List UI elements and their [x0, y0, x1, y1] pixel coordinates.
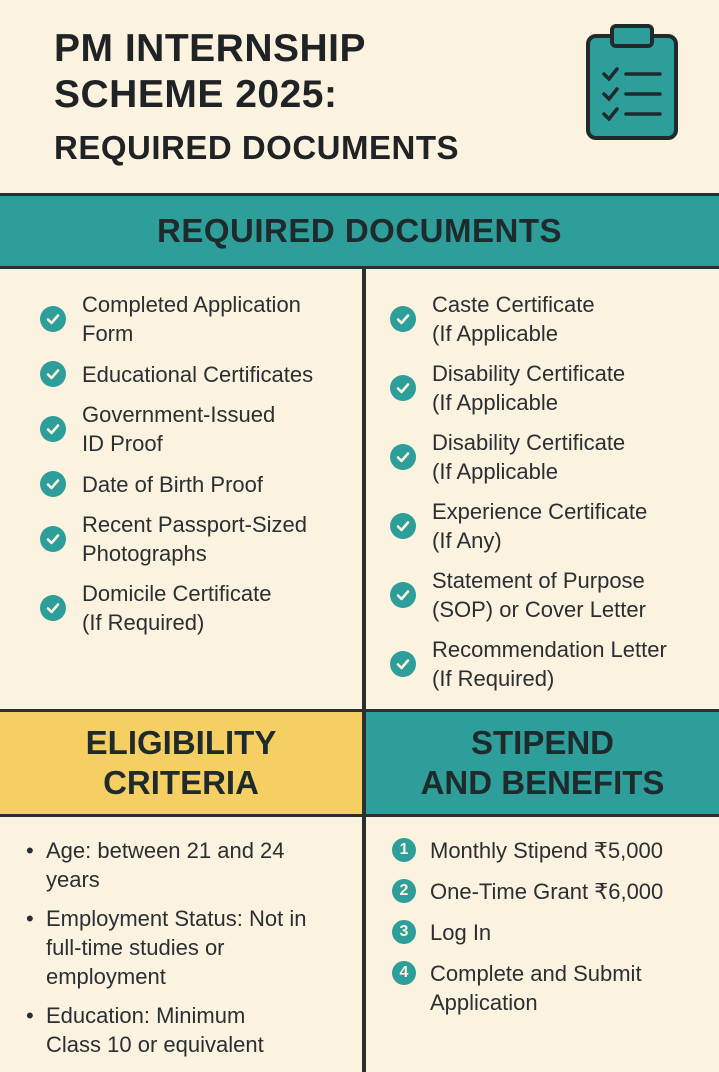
eligibility-heading [0, 712, 362, 814]
line-1: Caste Certificate [432, 292, 595, 317]
required-documents-heading: REQUIRED DOCUMENTS [0, 196, 719, 266]
list-item [40, 359, 358, 389]
list-item [392, 877, 712, 906]
list-item [40, 400, 358, 458]
documents-list-right [390, 290, 715, 704]
line-1: Domicile Certificate [82, 581, 272, 606]
number-badge: 2 [392, 879, 416, 903]
line-1: Date of Birth Proof [82, 471, 263, 497]
list-item-text [432, 428, 625, 486]
line-1: Completed Application [82, 292, 301, 317]
list-item-text [46, 904, 306, 991]
list-item [390, 497, 715, 555]
list-item-text [46, 1001, 264, 1059]
eligibility-list [26, 836, 352, 1069]
heading-line-1: STIPEND [470, 724, 615, 761]
check-circle-icon [390, 306, 416, 332]
line-1: Complete and Submit [430, 961, 642, 986]
line-1: Educational Certificates [82, 361, 314, 387]
line-1: Disability Certificate [432, 430, 626, 455]
list-item-text: One-Time Grant ₹6,000 [430, 879, 664, 904]
list-item-text [432, 290, 595, 348]
check-circle-icon [390, 582, 416, 608]
number-badge: 3 [392, 920, 416, 944]
line-1: Employment Status: Not in [46, 906, 307, 931]
list-item-text [82, 510, 307, 568]
list-item-text [432, 497, 647, 555]
line-2: (If Applicable [432, 321, 558, 346]
list-item [40, 290, 358, 348]
list-item-text: Monthly Stipend ₹5,000 [430, 838, 663, 863]
page-subtitle: REQUIRED DOCUMENTS [54, 129, 460, 166]
check-circle-icon [40, 471, 66, 497]
list-item [390, 359, 715, 417]
line-2: (If Required) [432, 666, 555, 691]
line-2: Form [82, 321, 134, 346]
number-badge: 1 [392, 838, 416, 862]
list-item-text [432, 635, 667, 693]
list-item [26, 904, 352, 991]
line-1: Experience Certificate [432, 499, 648, 524]
list-item [26, 836, 352, 894]
check-circle-icon [390, 513, 416, 539]
stipend-list [392, 836, 712, 1029]
line-1: Age: between 21 and 24 [46, 838, 285, 863]
line-2: Photographs [82, 541, 207, 566]
line-1: Recommendation Letter [432, 637, 667, 662]
line-2: Application [430, 990, 538, 1015]
list-item-text: Log In [430, 920, 492, 945]
list-item-text [46, 836, 285, 894]
list-item [40, 469, 358, 499]
list-item-text [432, 359, 625, 417]
heading-line-2: CRITERIA [103, 764, 259, 801]
line-2: years [46, 867, 100, 892]
list-item [392, 918, 712, 947]
line-1: Government-Issued [82, 402, 276, 427]
list-item-text [82, 579, 272, 637]
line-1: Recent Passport-Sized [82, 512, 307, 537]
heading-line-2: AND BENEFITS [420, 764, 665, 801]
list-item-text [82, 360, 313, 389]
list-item [390, 635, 715, 693]
line-2: ID Proof [82, 431, 163, 456]
bullet-icon: • [26, 906, 34, 931]
divider-bands-bottom [0, 814, 719, 817]
check-circle-icon [40, 416, 66, 442]
check-circle-icon [40, 526, 66, 552]
clipboard-checklist-icon [584, 24, 680, 142]
line-1: Disability Certificate [432, 361, 626, 386]
title-line-1: PM INTERNSHIP [54, 27, 367, 70]
list-item [390, 290, 715, 348]
list-item-text [82, 400, 275, 458]
heading-line-1: ELIGIBILITY [85, 724, 277, 761]
line-2: (If Required) [82, 610, 205, 635]
check-circle-icon [40, 306, 66, 332]
line-2: Class 10 or equivalent [46, 1032, 264, 1057]
header [0, 0, 719, 193]
line-2: (If Any) [432, 528, 502, 553]
bullet-icon: • [26, 1003, 34, 1028]
line-1: Education: Minimum [46, 1003, 246, 1028]
line-2: full-time studies or [46, 935, 225, 960]
check-circle-icon [390, 444, 416, 470]
line-2: (If Applicable [432, 390, 558, 415]
list-item [40, 579, 358, 637]
stipend-heading [366, 712, 719, 814]
list-item [392, 959, 712, 1017]
page-title [54, 26, 366, 118]
check-circle-icon [40, 595, 66, 621]
list-item [40, 510, 358, 568]
list-item-text [82, 470, 263, 499]
documents-list-left [40, 290, 358, 648]
line-2: (If Applicable [432, 459, 558, 484]
title-line-2: SCHEME 2025: [54, 73, 338, 116]
list-item-text [82, 290, 301, 348]
bullet-icon: • [26, 838, 34, 863]
list-item [26, 1001, 352, 1059]
list-item [390, 428, 715, 486]
list-item-text [430, 959, 642, 1017]
check-circle-icon [390, 375, 416, 401]
list-item-text [432, 566, 646, 624]
divider-docs-bottom [0, 266, 719, 269]
check-circle-icon [390, 651, 416, 677]
divider-vertical [362, 268, 366, 1072]
number-badge: 4 [392, 961, 416, 985]
list-item [390, 566, 715, 624]
line-1: Statement of Purpose [432, 568, 645, 593]
line-3: employment [46, 964, 166, 989]
line-2: (SOP) or Cover Letter [432, 597, 646, 622]
list-item [392, 836, 712, 865]
check-circle-icon [40, 361, 66, 387]
